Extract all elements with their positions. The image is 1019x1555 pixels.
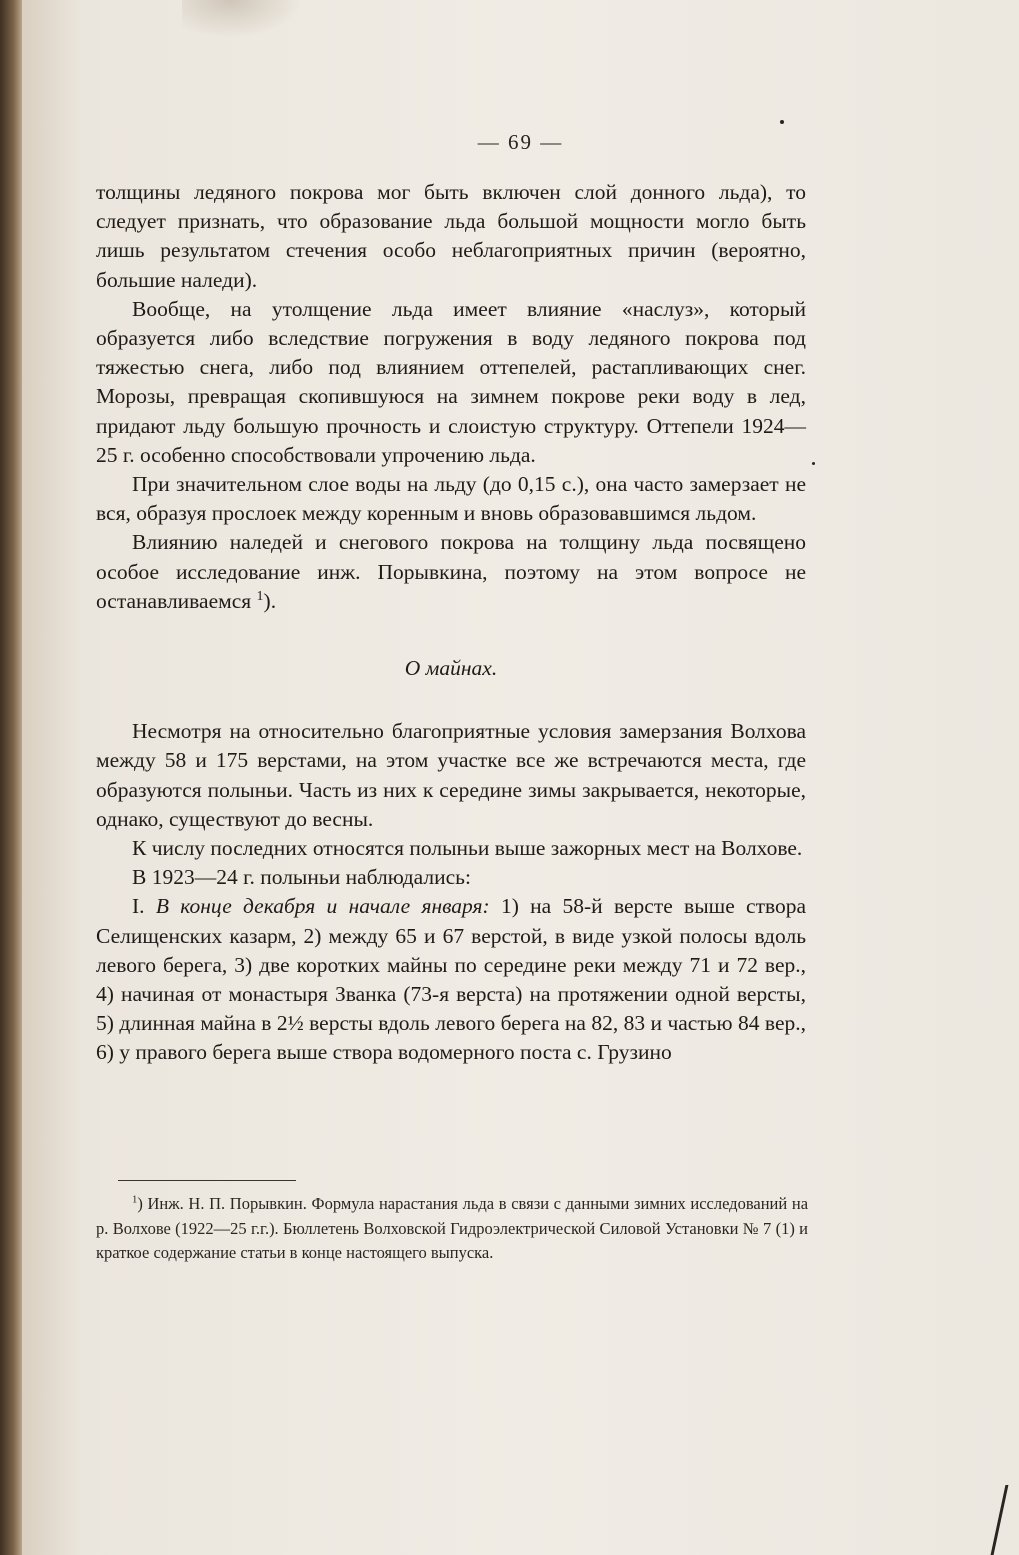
paragraph: толщины ледяного покрова мог быть включен слой донного льда), то следует признать, что образование льда большой мощности могло быть лишь результатом стечения особо неблагоприятных причин (вероятно, большие наледи). [96,180,806,292]
main-text [96,178,806,1068]
page-tear-mark [182,0,302,38]
ink-speck [812,462,815,465]
footnote [96,1192,808,1266]
paragraph-text: Влиянию наледей и снегового покрова на толщину льда посвящено особое исследование инж. Порывкина, поэтому на этом вопросе не останавливаемся [96,530,806,613]
footnote-divider [118,1180,296,1181]
footnote-mark-close: ) [137,1194,143,1213]
italic-phrase: В конце декабря и начале января: [155,894,490,919]
page-corner-mark [991,1485,1019,1555]
book-spine-shadow [0,0,22,1555]
list-label: I. [132,894,145,919]
ink-speck [780,120,784,124]
footnote-text: Инж. Н. П. Порывкин. Формула нарастания льда в связи с данными зимних исследований на р. Волхове (1922—25 г.г.). Бюллетень Волховской Гидроэлектрической Силовой Установки № 7 (1) и краткое содержание статьи в конце настоящего выпуска. [96,1194,809,1262]
footnote-mark: 1 [132,1193,138,1206]
paragraph: Несмотря на относительно благоприятные условия замерзания Волхова между 58 и 175 верстами, на этом участке все же встречаются места, где образуются полыньи. Часть из них к середине зимы закрывается, некоторые, однако, существуют до весны. [96,719,806,831]
paragraph: В 1923—24 г. полыньи наблюдались: [132,865,471,890]
paragraph-text: 1) на 58-й версте выше створа Селищенских казарм, 2) между 65 и 67 верстой, в виде узкой полосы вдоль левого берега, 3) две коротких майны по середине реки между 71 и 72 вер., 4) начиная от монастыря Званка (73-я верста) на протяжении одной версты, 5) длинная майна в 2½ версты вдоль левого берега на 82, 83 и частью 84 вер., 6) у правого берега выше створа водомерного поста с. Грузино [96,894,807,1065]
paragraph-tail: ). [263,588,277,613]
page-number: — 69 — [477,130,564,154]
paragraph: При значительном слое воды на льду (до 0,15 с.), она часто замерзает не вся, образуя прослоек между коренным и вновь образовавшимся льдом. [96,472,806,526]
book-page [22,0,1019,1555]
section-heading: О майнах. [404,656,498,681]
paragraph [96,528,806,616]
paragraph: К числу последних относятся полыньи выше зажорных мест на Волхове. [132,836,803,861]
paragraph: Вообще, на утолщение льда имеет влияние «наслуз», который образуется либо вследствие погружения в воду ледяного покрова под тяжестью снега, либо под влиянием оттепелей, растапливающих снег. Морозы, превращая скопившуюся на зимнем покрове реки воду в лед, придают льду большую прочность и слоистую структуру. Оттепели 1924—25 г. особенно способствовали упрочению льда. [96,296,806,467]
footnote-reference: 1 [256,588,264,604]
paragraph [96,892,806,1067]
